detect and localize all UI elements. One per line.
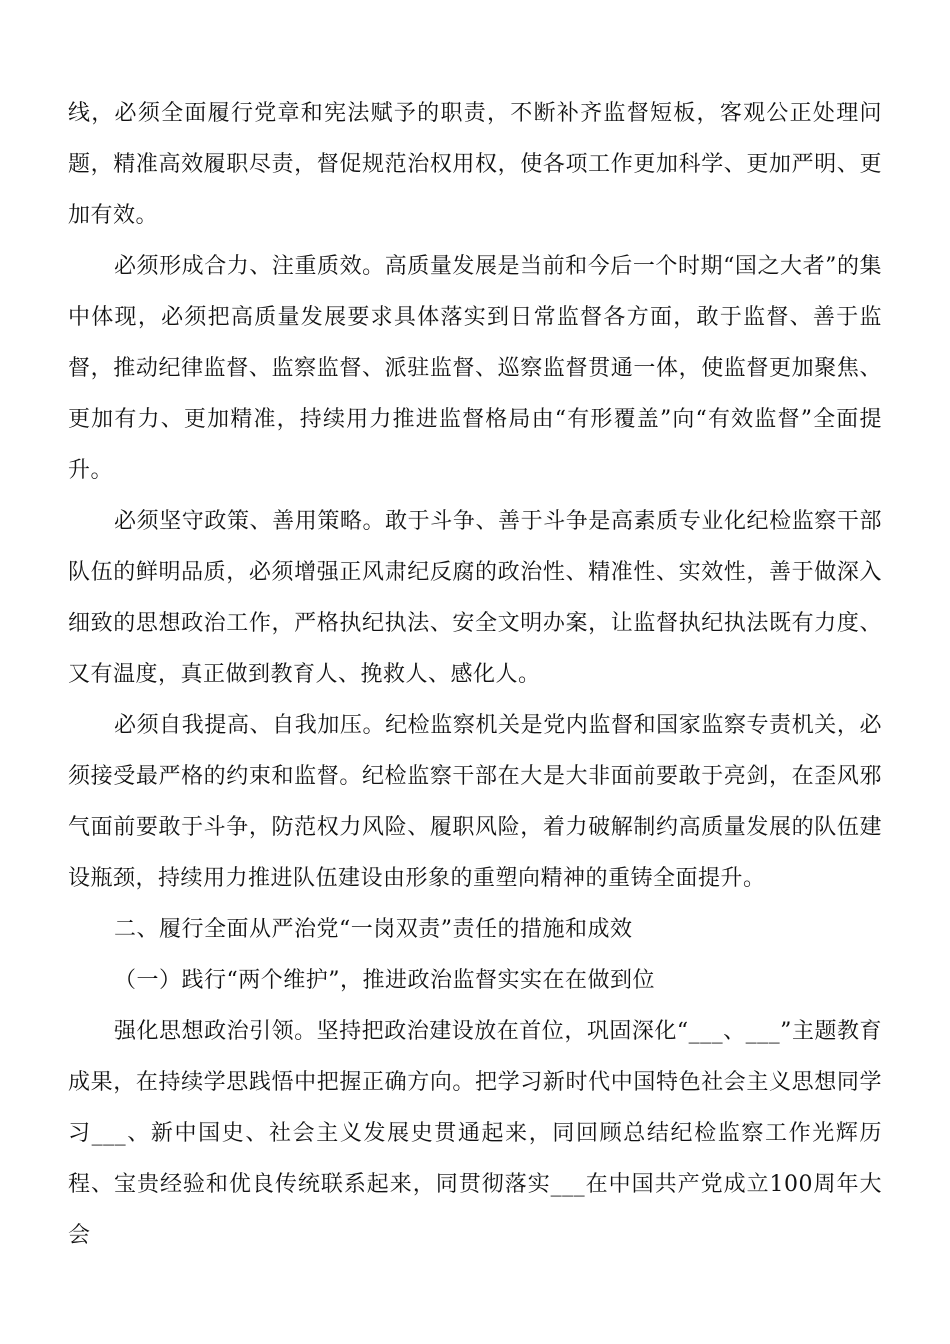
paragraph-policy: 必须坚守政策、善用策略。敢于斗争、善于斗争是高素质专业化纪检监察干部队伍的鲜明品质，必须增强正风肃纪反腐的政治性、精准性、实效性，善于做深入细致的思想政治工作，严格执纪执法、安全文明办案，让监督执纪执法既有力度、又有温度，真正做到教育人、挽救人、感化人。 <box>68 509 882 687</box>
paragraph-continuation: 线，必须全面履行党章和宪法赋予的职责，不断补齐监督短板，客观公正处理问题，精准高效履职尽责，督促规范治权用权，使各项工作更加科学、更加严明、更加有效。 <box>68 101 882 228</box>
section-heading: 二、履行全面从严治党“一岗双责”责任的措施和成效 <box>114 917 633 942</box>
paragraph-synergy: 必须形成合力、注重质效。高质量发展是当前和今后一个时期“国之大者”的集中体现，必须把高质量发展要求具体落实到日常监督各方面，敢于监督、善于监督，推动纪律监督、监察监督、派驻监督、巡察监督贯通一体，使监督更加聚焦、更加有力、更加精准，持续用力推进监督格局由“有形覆盖”向“有效监督”全面提升。 <box>68 254 882 483</box>
paragraph-self-improvement: 必须自我提高、自我加压。纪检监察机关是党内监督和国家监察专责机关，必须接受最严格的约束和监督。纪检监察干部在大是大非面前要敢于亮剑，在歪风邪气面前要敢于斗争，防范权力风险、履职风险，着力破解制约高质量发展的队伍建设瓶颈，持续用力推进队伍建设由形象的重塑向精神的重铸全面提升。 <box>68 713 882 891</box>
subsection-heading: （一）践行“两个维护”，推进政治监督实实在在做到位 <box>114 968 655 993</box>
paragraph-political-guidance: 强化思想政治引领。坚持把政治建设放在首位，巩固深化“___、___”主题教育成果，在持续学思践悟中把握正确方向。把学习新时代中国特色社会主义思想同学习___、新中国史、社会主义发展史贯通起来，同回顾总结纪检监察工作光辉历程、宝贵经验和优良传统联系起来，同贯彻落实___在中国共产党成立100周年大会 <box>68 1019 882 1248</box>
document-page <box>68 88 882 1261</box>
